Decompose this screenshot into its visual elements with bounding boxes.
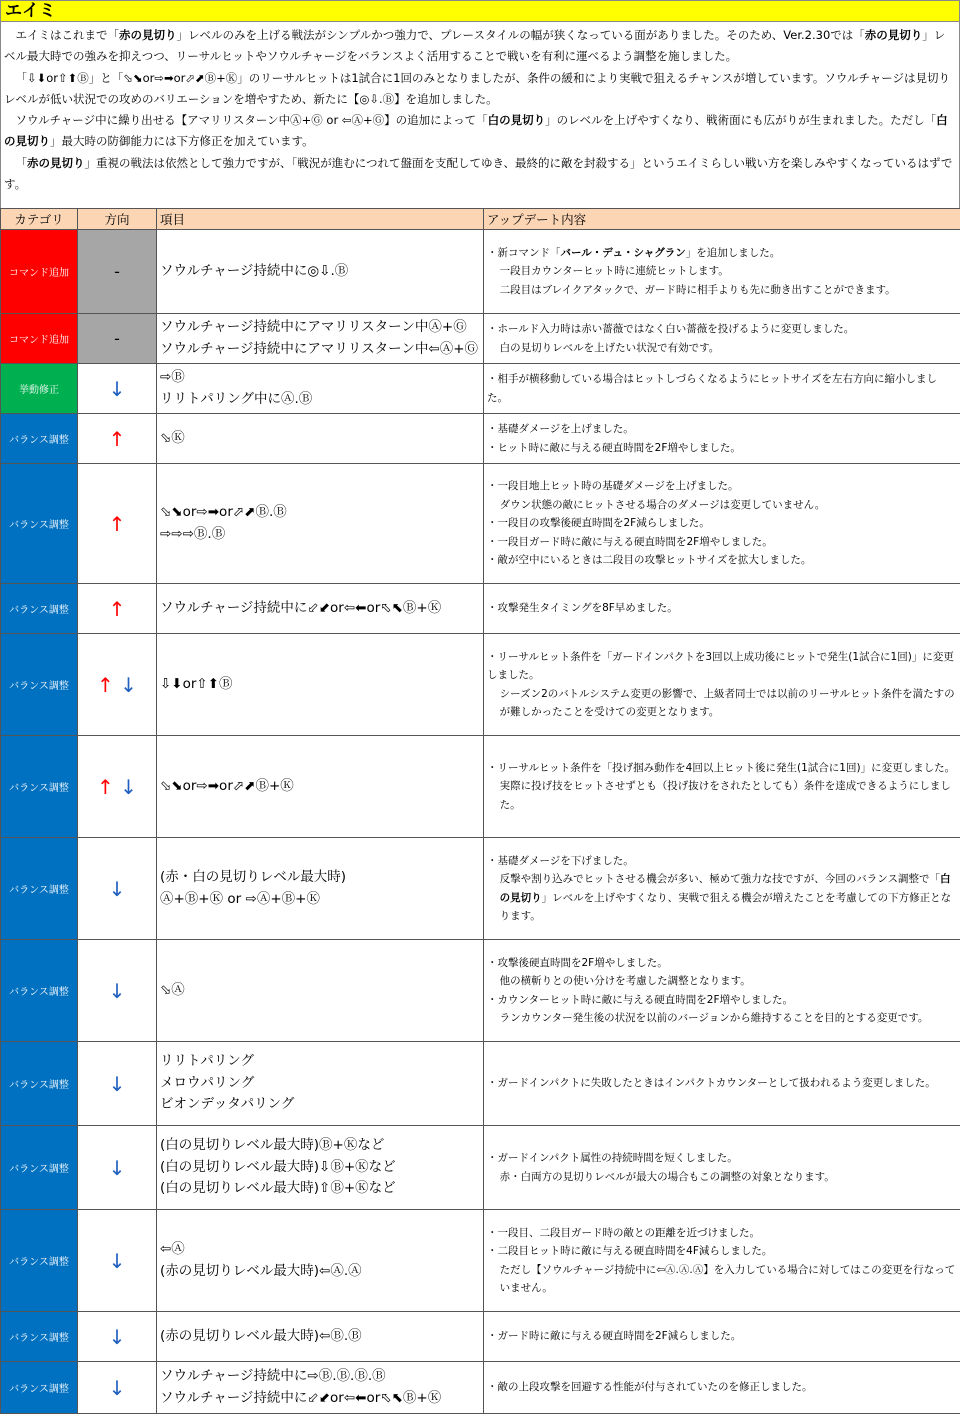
direction-cell <box>78 1362 157 1414</box>
intro-paragraph <box>4 110 953 153</box>
item-line: ⇨Ⓑ <box>160 369 185 385</box>
arrow-down-icon: ↓ <box>108 978 126 1003</box>
item-cell <box>157 314 484 364</box>
update-line <box>487 648 956 685</box>
intro-segment: 「⇩⬇or⇧⬆Ⓑ」と「⬂⬊or⇨➡or⬀⬈Ⓑ+Ⓚ」のリーサルヒットは1試合に1回のみとなりましたが、条件の緩和により実戦で狙えるチャンスが増しています。ソウルチャージは見切りレベルが低い状況での攻めのバリエーションを増やすため、新たに【◎⇩.Ⓑ】を追加しました。 <box>4 70 950 106</box>
update-line <box>487 477 956 496</box>
update-line <box>487 777 956 814</box>
update-line <box>487 262 956 281</box>
category-cell: バランス調整 <box>1 464 78 584</box>
item-line: ソウルチャージ持続中にアマリリスターン中Ⓐ+Ⓖ <box>160 319 467 335</box>
category-cell: バランス調整 <box>1 1126 78 1210</box>
item-cell <box>157 736 484 838</box>
update-line <box>487 1242 956 1261</box>
intro-paragraph <box>4 153 953 196</box>
table-row <box>1 1042 960 1126</box>
direction-cell <box>78 1042 157 1126</box>
direction-cell <box>78 940 157 1042</box>
intro-segment: 」レベルのみを上げる戦法がシンプルかつ強力で、プレースタイルの幅が狭くなっている面がありました。そのため、Ver.2.30では「 <box>176 28 865 42</box>
arrow-down-icon: ↓ <box>108 1248 126 1273</box>
direction-cell <box>78 414 157 464</box>
arrow-down-icon: ↓ <box>108 1155 126 1180</box>
arrow-up-icon: ↑ <box>108 426 126 451</box>
update-text: ・攻撃後硬直時間を2F増やしました。 <box>487 956 668 969</box>
update-line <box>487 972 956 991</box>
category-cell: コマンド追加 <box>1 314 78 364</box>
intro-bold: 白の見切り <box>487 113 546 128</box>
item-line: ⬂⬊or⇨➡or⬀⬈Ⓑ.Ⓑ <box>160 504 287 520</box>
update-text: ・新コマンド「 <box>487 246 561 259</box>
update-line <box>487 551 956 570</box>
update-bold: 白の見切り <box>499 873 951 904</box>
update-line <box>487 496 956 515</box>
table-row <box>1 464 960 584</box>
arrow-down-icon: ↓ <box>108 1375 126 1400</box>
item-line: (白の見切りレベル最大時)Ⓑ+Ⓚなど <box>160 1137 385 1154</box>
update-cell <box>484 1362 960 1414</box>
direction-cell <box>78 364 157 414</box>
update-cell <box>484 838 960 940</box>
update-cell <box>484 314 960 364</box>
intro-bold: 赤の見切り <box>864 28 923 42</box>
update-cell <box>484 1312 960 1362</box>
item-cell <box>157 1042 484 1126</box>
table-row <box>1 736 960 838</box>
update-text: ・攻撃発生タイミングを8F早めました。 <box>487 602 678 615</box>
intro-segment: ソウルチャージ中に繰り出せる【アマリリスターン中Ⓐ+Ⓖ or ⇦Ⓐ+Ⓖ】の追加によって「 <box>15 113 488 128</box>
character-title: エイミ <box>0 0 960 22</box>
update-text: 実際に投げ技をヒットさせずとも（投げ抜けをされたとしても）条件を達成できるようにしました。 <box>499 780 951 811</box>
update-text: 一段目カウンターヒット時に連続ヒットします。 <box>499 265 729 278</box>
arrow-down-icon: ↓ <box>108 376 126 401</box>
update-line <box>487 1074 956 1093</box>
update-text: ・基礎ダメージを上げました。 <box>487 423 634 435</box>
update-text: ・敵の上段攻撃を回避する性能が付与されていたのを修正しました。 <box>487 1381 813 1394</box>
category-cell: コマンド追加 <box>1 230 78 314</box>
direction-cell <box>78 1312 157 1362</box>
update-text: ・一段目、二段目ガード時の敵との距離を近づけました。 <box>487 1226 760 1239</box>
direction-cell <box>78 1126 157 1210</box>
update-text: 他の横斬りとの使い分けを考慮した調整となります。 <box>499 975 751 987</box>
item-line: ⇦Ⓐ <box>160 1241 185 1257</box>
item-line: (白の見切りレベル最大時)⇧Ⓑ+Ⓚなど <box>160 1180 396 1197</box>
arrow-down-icon: ↓ <box>108 1071 126 1096</box>
item-line: Ⓐ+Ⓑ+Ⓚ or ⇨Ⓐ+Ⓑ+Ⓚ <box>160 890 320 907</box>
direction-cell <box>78 838 157 940</box>
update-table <box>0 208 960 1414</box>
table-header <box>1 209 960 230</box>
intro-segment: 「 <box>15 155 27 170</box>
table-row <box>1 584 960 634</box>
direction-cell <box>78 464 157 584</box>
update-line <box>487 1224 956 1243</box>
item-cell <box>157 414 484 464</box>
header-direction: 方向 <box>78 209 157 230</box>
item-line: ⬂Ⓐ <box>160 981 185 998</box>
table-row <box>1 1210 960 1312</box>
item-cell <box>157 940 484 1042</box>
update-text: ・相手が横移動している場合はヒットしづらくなるようにヒットサイズを左右方向に縮小しました。 <box>487 373 938 404</box>
item-line: リリトパリング <box>160 1053 254 1070</box>
arrow-up-icon: ↑ <box>108 511 126 536</box>
update-text: 」レベルを上げやすくなり、実戦で狙える機会が増えたことを考慮しての下方修正となります。 <box>499 891 952 922</box>
update-text: ただし【ソウルチャージ持続中に⇦Ⓐ.Ⓐ.Ⓐ】を入力している場合に対してはこの変更を行なっていません。 <box>499 1263 956 1294</box>
update-text: 二段目はブレイクアタックで、ガード時に相手よりも先に動き出すことができます。 <box>499 283 896 296</box>
update-line <box>487 1149 956 1168</box>
item-cell <box>157 230 484 314</box>
item-line: メロウパリング <box>160 1074 255 1091</box>
arrow-down-icon: ↓ <box>113 774 137 799</box>
item-cell <box>157 1210 484 1312</box>
update-text: ・カウンターヒット時に敵に与える硬直時間を2F増やしました。 <box>487 993 793 1006</box>
update-line <box>487 954 956 973</box>
category-cell: バランス調整 <box>1 1312 78 1362</box>
item-line: (白の見切りレベル最大時)⇩Ⓑ+Ⓚなど <box>160 1158 396 1175</box>
item-line: (赤の見切りレベル最大時)⇦Ⓐ.Ⓐ <box>160 1262 362 1279</box>
intro-paragraph <box>4 25 953 68</box>
intro-bold: 白の見切り <box>4 113 948 149</box>
item-cell <box>157 1312 484 1362</box>
category-cell: バランス調整 <box>1 584 78 634</box>
category-cell: バランス調整 <box>1 1362 78 1414</box>
update-cell <box>484 634 960 736</box>
update-text: ダウン状態の敵にヒットさせる場合のダメージは変更していません。 <box>499 498 826 511</box>
update-line <box>487 1327 956 1346</box>
intro-text <box>0 22 960 208</box>
update-text: ・ガードインパクト属性の持続時間を短くしました。 <box>487 1152 738 1164</box>
header-category: カテゴリ <box>1 209 78 230</box>
item-line: ビオンデッタパリング <box>160 1096 295 1113</box>
update-cell <box>484 414 960 464</box>
update-line <box>487 1378 956 1397</box>
table-row <box>1 230 960 314</box>
item-line: ⬂⬊or⇨➡or⬀⬈Ⓑ+Ⓚ <box>160 777 294 794</box>
direction-cell <box>78 634 157 736</box>
direction-cell <box>78 736 157 838</box>
item-line: ソウルチャージ持続中に⬃⬋or⇦⬅or⬁⬉Ⓑ+Ⓚ <box>160 599 442 616</box>
update-text: ・ガード時に敵に与える硬直時間を2F減らしました。 <box>487 1330 742 1343</box>
update-line <box>487 420 956 439</box>
update-cell <box>484 1210 960 1312</box>
arrow-down-icon: ↓ <box>108 876 126 901</box>
arrow-up-icon: ↑ <box>97 672 114 697</box>
item-line: ソウルチャージ持続中にアマリリスターン中⇦Ⓐ+Ⓖ <box>160 340 479 357</box>
category-cell: バランス調整 <box>1 838 78 940</box>
update-line <box>487 870 956 926</box>
table-row <box>1 838 960 940</box>
item-cell <box>157 634 484 736</box>
intro-bold: 赤の見切り <box>119 28 177 42</box>
update-cell <box>484 1126 960 1210</box>
update-line <box>487 339 956 358</box>
table-row <box>1 1126 960 1210</box>
intro-segment: 」最大時の防御能力には下方修正を加えています。 <box>50 134 314 149</box>
update-line <box>487 281 956 300</box>
update-line <box>487 320 956 339</box>
update-line <box>487 759 956 778</box>
table-row <box>1 314 960 364</box>
item-cell <box>157 584 484 634</box>
item-cell <box>157 464 484 584</box>
update-line <box>487 439 956 458</box>
intro-segment: 」重視の戦法は依然として強力ですが、「戦況が進むにつれて盤面を支配してゆき、最終的に敵を封殺する」というエイミらしい戦い方を楽しみやすくなっているはずです。 <box>4 155 953 192</box>
category-cell: バランス調整 <box>1 1210 78 1312</box>
direction-cell: - <box>78 314 157 364</box>
arrow-up-icon: ↑ <box>97 774 114 799</box>
table-row <box>1 414 960 464</box>
update-text: ・一段目の攻撃後硬直時間を2F減らしました。 <box>487 517 710 530</box>
category-cell: 挙動修正 <box>1 364 78 414</box>
table-row <box>1 364 960 414</box>
update-cell <box>484 584 960 634</box>
intro-paragraph <box>4 68 953 111</box>
update-line <box>487 1009 956 1028</box>
item-line: ソウルチャージ持続中に◎⇩.Ⓑ <box>160 262 349 279</box>
update-text: ・一段目ガード時に敵に与える硬直時間を2F増やしました。 <box>487 535 773 548</box>
update-bold: バール・デュ・シャグラン <box>560 246 686 259</box>
update-text: ・ヒット時に敵に与える硬直時間を2F増やしました。 <box>487 441 741 454</box>
update-text: ・基礎ダメージを下げました。 <box>487 854 634 867</box>
arrow-down-icon: ↓ <box>108 1324 126 1349</box>
intro-segment: 」のレベルを上げやすくなり、戦術面にも広がりが生まれました。ただし「 <box>545 113 937 128</box>
update-text: シーズン2のバトルシステム変更の影響で、上級者同士では以前のリーサルヒット条件を満たすのが難しかったことを受けての変更となります。 <box>499 687 955 718</box>
direction-cell <box>78 1210 157 1312</box>
category-cell: バランス調整 <box>1 1042 78 1126</box>
category-cell: バランス調整 <box>1 414 78 464</box>
item-cell <box>157 838 484 940</box>
update-line <box>487 1168 956 1187</box>
item-cell <box>157 364 484 414</box>
table-row <box>1 940 960 1042</box>
category-cell: バランス調整 <box>1 940 78 1042</box>
arrow-down-icon: ↓ <box>113 672 137 697</box>
intro-bold: 赤の見切り <box>27 155 85 170</box>
arrow-up-icon: ↑ <box>108 596 126 621</box>
item-line: ソウルチャージ持続中に⬃⬋or⇦⬅or⬁⬉Ⓑ+Ⓚ <box>160 1389 442 1406</box>
update-line <box>487 685 956 722</box>
direction-cell: - <box>78 230 157 314</box>
update-line <box>487 852 956 871</box>
update-text: ・ガードインパクトに失敗したときはインパクトカウンターとして扱われるよう変更しました。 <box>487 1077 936 1090</box>
table-row <box>1 1312 960 1362</box>
update-cell <box>484 1042 960 1126</box>
item-line: (赤・白の見切りレベル最大時) <box>160 869 347 885</box>
intro-segment: エイミはこれまで「 <box>15 28 119 42</box>
update-text: 反撃や割り込みでヒットさせる機会が多い、極めて強力な技ですが、今回のバランス調整で「 <box>499 873 940 885</box>
header-item: 項目 <box>157 209 484 230</box>
header-update: アップデート内容 <box>484 209 960 230</box>
update-cell <box>484 940 960 1042</box>
update-line <box>487 1261 956 1298</box>
update-text: ・二段目ヒット時に敵に与える硬直時間を4F減らしました。 <box>487 1245 773 1257</box>
item-line: ソウルチャージ持続中に⇨Ⓑ.Ⓑ.Ⓑ.Ⓑ <box>160 1368 386 1384</box>
category-cell: バランス調整 <box>1 634 78 736</box>
update-cell <box>484 736 960 838</box>
update-text: 赤・白両方の見切りレベルが最大の場合もこの調整の対象となります。 <box>499 1170 835 1183</box>
update-cell <box>484 364 960 414</box>
update-line <box>487 599 956 618</box>
intro-segment: 」レベル最大時での強みを抑えつつ、リーサルヒットやソウルチャージをバランスよく活用することで戦いを有利に運べるよう調整を施しました。 <box>4 28 946 64</box>
update-line <box>487 244 956 263</box>
update-line <box>487 370 956 407</box>
direction-cell <box>78 584 157 634</box>
item-line: ⇩⬇or⇧⬆Ⓑ <box>160 675 233 692</box>
item-line: ⇨⇨⇨Ⓑ.Ⓑ <box>160 525 226 542</box>
update-text: 白の見切りレベルを上げたい状況で有効です。 <box>499 341 720 354</box>
update-text: ・敵が空中にいるときは二段目の攻撃ヒットサイズを拡大しました。 <box>487 554 812 567</box>
update-text: ・一段目地上ヒット時の基礎ダメージを上げました。 <box>487 480 739 493</box>
item-cell <box>157 1362 484 1414</box>
table-row <box>1 1362 960 1414</box>
item-cell <box>157 1126 484 1210</box>
update-text: ・リーサルヒット条件を「ガードインパクトを3回以上成功後にヒットで発生(1試合に1回)」に変更しました。 <box>487 650 954 681</box>
category-cell: バランス調整 <box>1 736 78 838</box>
update-text: 」を追加しました。 <box>685 246 781 259</box>
update-cell <box>484 464 960 584</box>
update-line <box>487 991 956 1010</box>
update-text: ・リーサルヒット条件を「投げ掴み動作を4回以上ヒット後に発生(1試合に1回)」に変更しました。 <box>487 761 956 774</box>
item-line: ⬂Ⓚ <box>160 429 185 446</box>
item-line: (赤の見切りレベル最大時)⇦Ⓑ.Ⓑ <box>160 1327 362 1344</box>
update-line <box>487 514 956 533</box>
update-line <box>487 533 956 552</box>
update-text: ランカウンター発生後の状況を以前のバージョンから維持することを目的とする変更です。 <box>499 1012 929 1024</box>
table-row <box>1 634 960 736</box>
update-cell <box>484 230 960 314</box>
update-text: ・ホールド入力時は赤い薔薇ではなく白い薔薇を投げるように変更しました。 <box>487 323 855 335</box>
item-line: リリトパリング中にⒶ.Ⓑ <box>160 390 313 407</box>
